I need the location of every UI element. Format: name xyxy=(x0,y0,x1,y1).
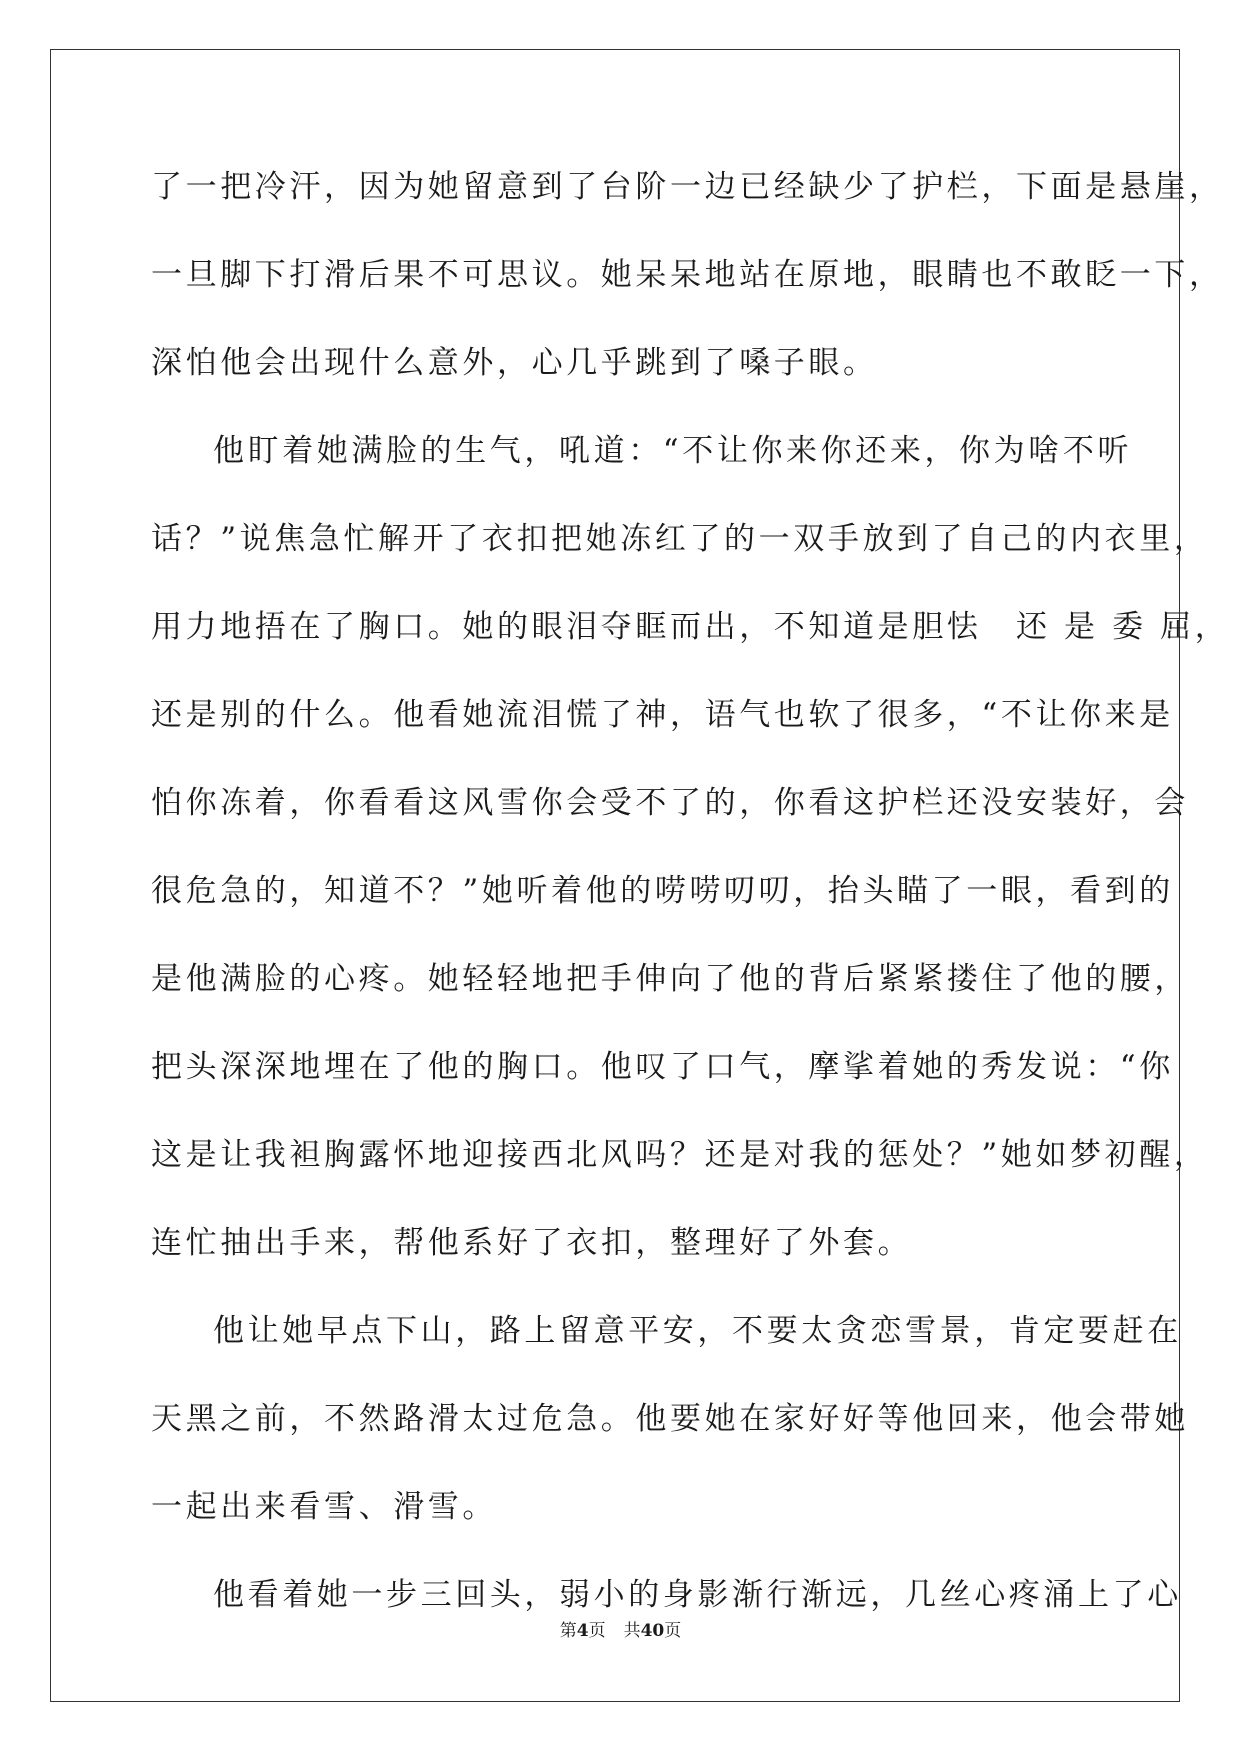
total-pages-prefix: 共 xyxy=(623,1621,641,1641)
text-line: 深怕他会出现什么意外，心几乎跳到了嗓子眼。 xyxy=(151,345,878,381)
page-footer xyxy=(0,1616,1241,1641)
paragraph-start-line: 他让她早点下山，路上留意平安，不要太贪恋雪景，肯定要赶在 xyxy=(213,1313,1182,1349)
text-line: 是他满脸的心疼。她轻轻地把手伸向了他的背后紧紧搂住了他的腰， xyxy=(151,961,1189,997)
text-line: 这是让我袒胸露怀地迎接西北风吗？还是对我的惩处？”她如梦初醒， xyxy=(151,1137,1209,1173)
text-line: 一旦脚下打滑后果不可思议。她呆呆地站在原地，眼睛也不敢眨一下， xyxy=(151,257,1224,293)
page-number: 4 xyxy=(576,1621,589,1641)
text-line: 还是别的什么。他看她流泪慌了神，语气也软了很多，“不让你来是 xyxy=(151,697,1174,733)
page-number-prefix: 第 xyxy=(559,1621,577,1641)
document-body xyxy=(151,152,1230,1648)
text-line: 连忙抽出手来，帮他系好了衣扣，整理好了外套。 xyxy=(151,1225,913,1261)
text-line: 怕你冻着，你看看这风雪你会受不了的，你看这护栏还没安装好，会 xyxy=(151,785,1189,821)
text-line: 话？”说焦急忙解开了衣扣把她冻红了的一双手放到了自己的内衣里， xyxy=(151,521,1209,557)
text-line: 天黑之前，不然路滑太过危急。他要她在家好好等他回来，他会带她 xyxy=(151,1401,1189,1437)
page-number-suffix: 页 xyxy=(588,1621,606,1641)
text-line: 一起出来看雪、滑雪。 xyxy=(151,1489,497,1525)
total-pages-suffix: 页 xyxy=(664,1621,682,1641)
text-line: 用力地捂在了胸口。她的眼泪夺眶而出，不知道是胆怯 还 是 委 屈， xyxy=(151,609,1230,645)
text-line: 了一把冷汗，因为她留意到了台阶一边已经缺少了护栏，下面是悬崖， xyxy=(151,169,1224,205)
text-line: 很危急的，知道不？”她听着他的唠唠叨叨，抬头瞄了一眼，看到的 xyxy=(151,873,1174,909)
paragraph-start-line: 他盯着她满脸的生气，吼道：“不让你来你还来，你为啥不听 xyxy=(213,433,1133,469)
total-pages: 40 xyxy=(640,1621,665,1641)
text-line: 把头深深地埋在了他的胸口。他叹了口气，摩挲着她的秀发说：“你 xyxy=(151,1049,1174,1085)
paragraph-start-line: 他看着她一步三回头，弱小的身影渐行渐远，几丝心疼涌上了心 xyxy=(213,1577,1182,1613)
